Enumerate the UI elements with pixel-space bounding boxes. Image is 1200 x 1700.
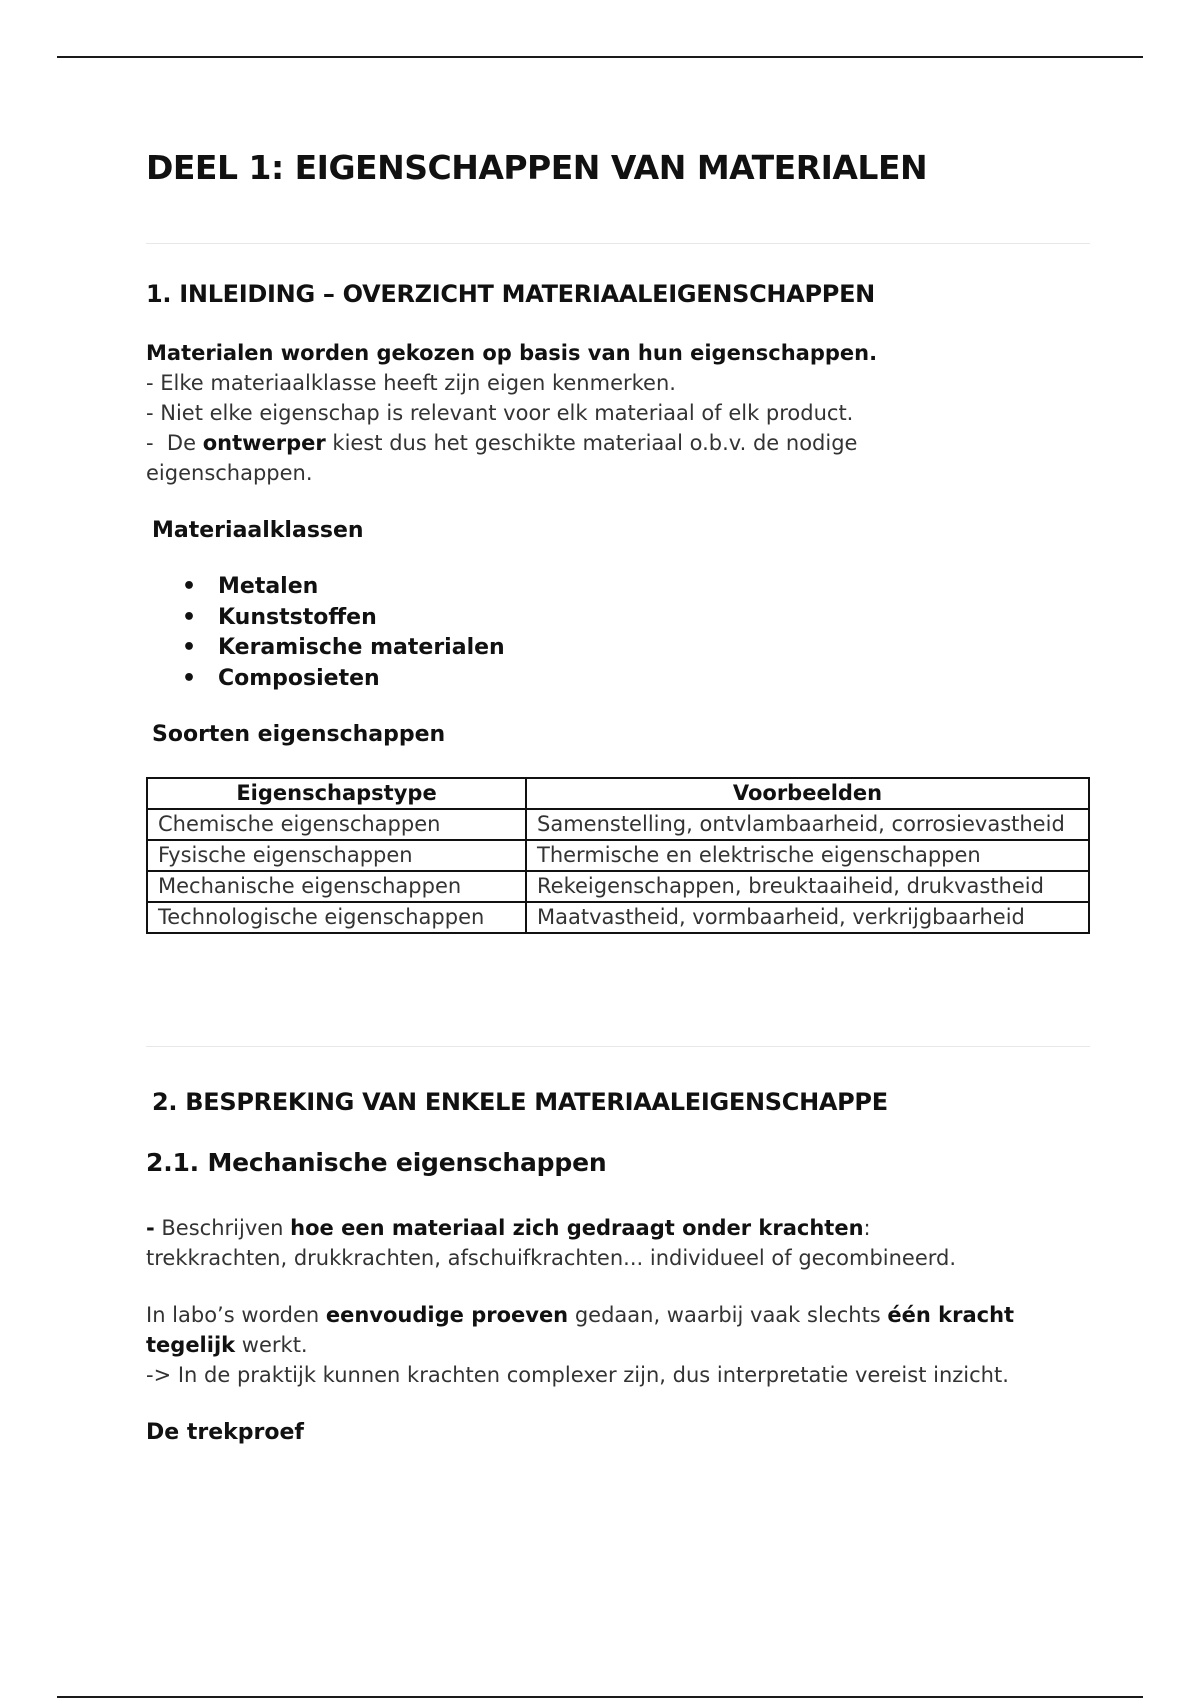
- subsection-heading: 2.1. Mechanische eigenschappen: [146, 1148, 607, 1177]
- table-cell: Samenstelling, ontvlambaarheid, corrosievastheid: [526, 809, 1089, 840]
- mechanics-bold: hoe een materiaal zich gedraagt onder krachten: [290, 1216, 864, 1240]
- table-cell: Technologische eigenschappen: [147, 902, 526, 933]
- mechanics-post: :: [863, 1216, 871, 1240]
- bottom-rule: [57, 1696, 1143, 1698]
- page-title: DEEL 1: EIGENSCHAPPEN VAN MATERIALEN: [146, 148, 928, 187]
- table-row: [147, 902, 1089, 933]
- intro-line-3: [146, 428, 1106, 458]
- table-cell: Mechanische eigenschappen: [147, 871, 526, 902]
- lab-post: werkt.: [235, 1333, 308, 1357]
- mechanics-pre: Beschrijven: [154, 1216, 291, 1240]
- intro-line-3-post: kiest dus het geschikte materiaal o.b.v. de nodige: [325, 431, 858, 455]
- lab-mid: gedaan, waarbij vaak slechts: [568, 1303, 888, 1327]
- intro-line-1: - Elke materiaalklasse heeft zijn eigen kenmerken.: [146, 371, 676, 395]
- table-row: [147, 809, 1089, 840]
- section-divider: [146, 243, 1090, 244]
- lab-line-1: [146, 1300, 1106, 1330]
- table-cell: Rekeigenschappen, breuktaaiheid, drukvastheid: [526, 871, 1089, 902]
- lab-bold-3: tegelijk: [146, 1333, 236, 1357]
- intro-line-3-pre: - De: [146, 431, 203, 455]
- mechanics-dash: -: [146, 1216, 155, 1240]
- mechanics-line-2: trekkrachten, drukkrachten, afschuifkrachten... individueel of gecombineerd.: [146, 1246, 957, 1270]
- trekproef-heading: De trekproef: [146, 1420, 304, 1445]
- column-header: Eigenschapstype: [147, 778, 526, 809]
- section-1-heading: 1. INLEIDING – OVERZICHT MATERIAALEIGENSCHAPPEN: [146, 280, 875, 308]
- section-divider: [146, 1046, 1090, 1047]
- properties-table: [146, 777, 1090, 934]
- table-cell: Chemische eigenschappen: [147, 809, 526, 840]
- section-2-heading: 2. BESPREKING VAN ENKELE MATERIAALEIGENSCHAPPE: [152, 1088, 888, 1116]
- mechanics-paragraph-1: [146, 1213, 1106, 1273]
- table-cell: Thermische en elektrische eigenschappen: [526, 840, 1089, 871]
- classes-heading: Materiaalklassen: [152, 518, 364, 543]
- list-item: • Composieten: [180, 664, 505, 695]
- intro-line-3-bold: ontwerper: [202, 431, 326, 455]
- lab-line-3: -> In de praktijk kunnen krachten complexer zijn, dus interpretatie vereist inzicht.: [146, 1363, 1009, 1387]
- intro-lead: Materialen worden gekozen op basis van hun eigenschappen.: [146, 341, 878, 365]
- lab-line-2: [146, 1330, 1106, 1360]
- lab-bold-1: eenvoudige proeven: [325, 1303, 569, 1327]
- intro-paragraph: [146, 338, 1106, 488]
- list-item: • Kunststoffen: [180, 603, 505, 634]
- intro-line-2: - Niet elke eigenschap is relevant voor elk materiaal of elk product.: [146, 401, 854, 425]
- lab-bold-2: één kracht: [887, 1303, 1015, 1327]
- list-item: • Keramische materialen: [180, 633, 505, 664]
- table-row: [147, 840, 1089, 871]
- top-rule: [57, 56, 1143, 58]
- mechanics-line-1: [146, 1213, 1106, 1243]
- column-header: Voorbeelden: [526, 778, 1089, 809]
- table-cell: Fysische eigenschappen: [147, 840, 526, 871]
- intro-line-4: eigenschappen.: [146, 461, 313, 485]
- types-heading: Soorten eigenschappen: [152, 722, 446, 747]
- table-row: [147, 871, 1089, 902]
- table-cell: Maatvastheid, vormbaarheid, verkrijgbaarheid: [526, 902, 1089, 933]
- mechanics-paragraph-2: [146, 1300, 1106, 1390]
- list-item: • Metalen: [180, 572, 505, 603]
- lab-pre: In labo’s worden: [146, 1303, 326, 1327]
- material-classes-list: [180, 572, 505, 694]
- table-header-row: [147, 778, 1089, 809]
